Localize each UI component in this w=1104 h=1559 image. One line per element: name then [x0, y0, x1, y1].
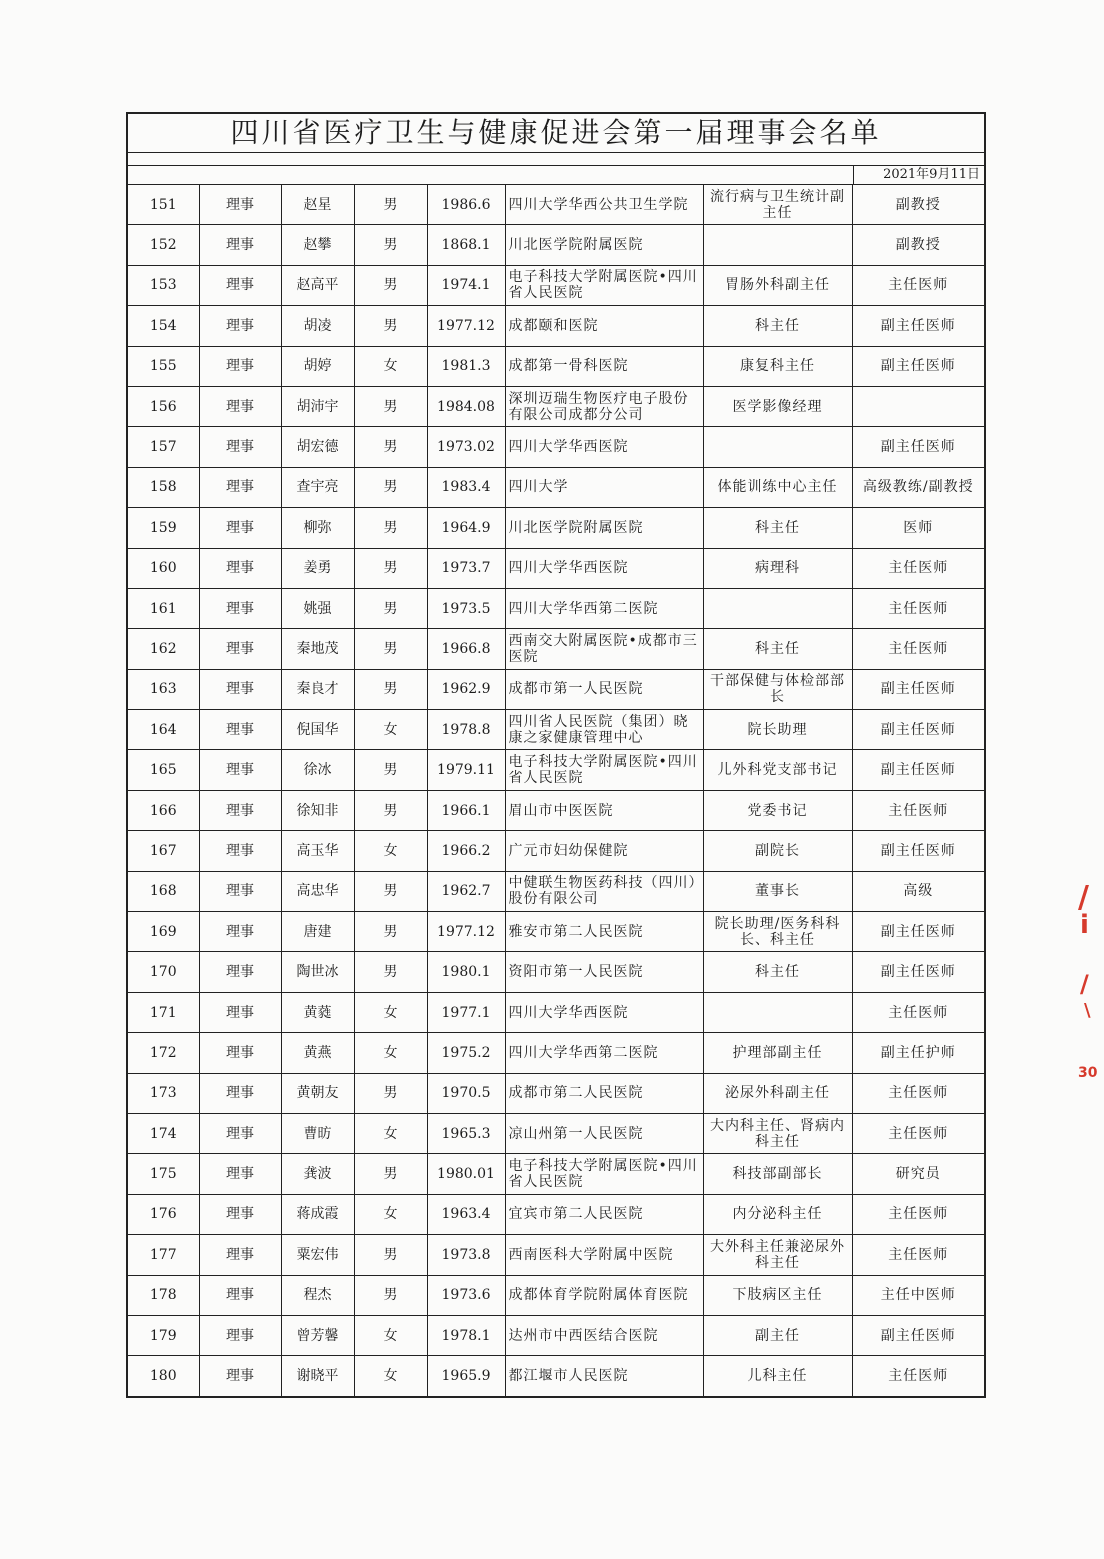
member-birth: 1986.6: [427, 185, 505, 225]
member-sex: 女: [354, 831, 427, 871]
member-name: 陶世冰: [281, 952, 354, 992]
member-department: [703, 588, 852, 628]
member-sex: 男: [354, 790, 427, 830]
member-department: 胃肠外科副主任: [703, 265, 852, 305]
red-seal-fragment: / i / \ 30: [1078, 880, 1098, 1081]
member-title: 副主任医师: [852, 346, 984, 386]
member-department: [703, 992, 852, 1032]
member-department: 儿科主任: [703, 1356, 852, 1396]
member-name: 程杰: [281, 1275, 354, 1315]
member-department: 内分泌科主任: [703, 1194, 852, 1234]
member-sex: 男: [354, 1275, 427, 1315]
table-row: [128, 831, 984, 871]
member-name: 秦良才: [281, 669, 354, 709]
member-birth: 1966.1: [427, 790, 505, 830]
member-name: 胡沛宇: [281, 386, 354, 426]
header-spacer-row: [128, 153, 984, 166]
member-role: 理事: [199, 1113, 281, 1153]
member-sex: 男: [354, 306, 427, 346]
member-number: 167: [128, 831, 199, 871]
member-name: 柳弥: [281, 508, 354, 548]
member-title: 医师: [852, 508, 984, 548]
member-unit: 电子科技大学附属医院•四川省人民医院: [505, 265, 703, 305]
member-department: 科主任: [703, 306, 852, 346]
member-role: 理事: [199, 1275, 281, 1315]
member-role: 理事: [199, 831, 281, 871]
table-row: [128, 265, 984, 305]
table-row: [128, 467, 984, 507]
member-number: 180: [128, 1356, 199, 1396]
member-sex: 男: [354, 467, 427, 507]
member-name: 姜勇: [281, 548, 354, 588]
member-role: 理事: [199, 1073, 281, 1113]
member-sex: 女: [354, 710, 427, 750]
member-unit: 中健联生物医药科技（四川）股份有限公司: [505, 871, 703, 911]
member-birth: 1868.1: [427, 225, 505, 265]
member-unit: 广元市妇幼保健院: [505, 831, 703, 871]
member-number: 156: [128, 386, 199, 426]
table-row: [128, 992, 984, 1032]
member-role: 理事: [199, 346, 281, 386]
member-department: 科技部副部长: [703, 1154, 852, 1194]
member-role: 理事: [199, 710, 281, 750]
member-department: 科主任: [703, 508, 852, 548]
member-unit: 达州市中西医结合医院: [505, 1315, 703, 1355]
member-sex: 女: [354, 1356, 427, 1396]
member-unit: 电子科技大学附属医院•四川省人民医院: [505, 1154, 703, 1194]
table-row: [128, 710, 984, 750]
member-unit: 四川大学华西第二医院: [505, 1033, 703, 1073]
table-row: [128, 1315, 984, 1355]
member-birth: 1973.5: [427, 588, 505, 628]
table-row: [128, 1356, 984, 1396]
member-unit: 成都体育学院附属体育医院: [505, 1275, 703, 1315]
member-title: 主任医师: [852, 1073, 984, 1113]
member-sex: 男: [354, 912, 427, 952]
table-row: [128, 1154, 984, 1194]
member-role: 理事: [199, 508, 281, 548]
member-name: 赵高平: [281, 265, 354, 305]
member-birth: 1962.7: [427, 871, 505, 911]
table-row: [128, 508, 984, 548]
member-department: 党委书记: [703, 790, 852, 830]
member-birth: 1984.08: [427, 386, 505, 426]
member-number: 153: [128, 265, 199, 305]
member-birth: 1977.12: [427, 306, 505, 346]
table-row: [128, 790, 984, 830]
member-birth: 1978.8: [427, 710, 505, 750]
member-sex: 男: [354, 871, 427, 911]
member-name: 龚波: [281, 1154, 354, 1194]
member-sex: 男: [354, 548, 427, 588]
member-name: 查宇亮: [281, 467, 354, 507]
member-title: 主任医师: [852, 1194, 984, 1234]
member-title: 高级: [852, 871, 984, 911]
member-title: 副主任医师: [852, 306, 984, 346]
member-department: 流行病与卫生统计副主任: [703, 185, 852, 225]
member-number: 160: [128, 548, 199, 588]
member-role: 理事: [199, 871, 281, 911]
member-role: 理事: [199, 225, 281, 265]
member-unit: 成都市第一人民医院: [505, 669, 703, 709]
document-date: 2021年9月11日: [853, 166, 984, 184]
table-row: [128, 588, 984, 628]
member-department: 副主任: [703, 1315, 852, 1355]
member-department: 院长助理/医务科科长、科主任: [703, 912, 852, 952]
table-row: [128, 185, 984, 225]
member-number: 157: [128, 427, 199, 467]
member-number: 166: [128, 790, 199, 830]
member-title: 主任医师: [852, 265, 984, 305]
member-number: 152: [128, 225, 199, 265]
member-sex: 女: [354, 992, 427, 1032]
table-row: [128, 1073, 984, 1113]
table-row: [128, 629, 984, 669]
member-number: 179: [128, 1315, 199, 1355]
member-birth: 1965.3: [427, 1113, 505, 1153]
table-row: [128, 225, 984, 265]
member-sex: 女: [354, 1113, 427, 1153]
member-unit: 电子科技大学附属医院•四川省人民医院: [505, 750, 703, 790]
member-birth: 1980.1: [427, 952, 505, 992]
member-unit: 成都市第二人民医院: [505, 1073, 703, 1113]
member-title: 副主任医师: [852, 750, 984, 790]
member-birth: 1966.8: [427, 629, 505, 669]
member-department: 护理部副主任: [703, 1033, 852, 1073]
member-birth: 1963.4: [427, 1194, 505, 1234]
member-role: 理事: [199, 1235, 281, 1275]
member-role: 理事: [199, 750, 281, 790]
table-row: [128, 1275, 984, 1315]
member-name: 赵星: [281, 185, 354, 225]
member-number: 173: [128, 1073, 199, 1113]
member-department: [703, 427, 852, 467]
roster-sheet: [126, 112, 986, 1398]
member-name: 胡凌: [281, 306, 354, 346]
member-title: 副主任医师: [852, 710, 984, 750]
member-name: 唐建: [281, 912, 354, 952]
member-department: 副院长: [703, 831, 852, 871]
member-department: 病理科: [703, 548, 852, 588]
member-title: 副主任医师: [852, 1315, 984, 1355]
member-role: 理事: [199, 1194, 281, 1234]
member-role: 理事: [199, 992, 281, 1032]
date-row: [128, 166, 984, 184]
table-row: [128, 1235, 984, 1275]
member-birth: 1975.2: [427, 1033, 505, 1073]
member-birth: 1974.1: [427, 265, 505, 305]
table-row: [128, 386, 984, 426]
member-sex: 男: [354, 952, 427, 992]
member-table: [128, 184, 984, 1396]
member-title: 研究员: [852, 1154, 984, 1194]
member-number: 169: [128, 912, 199, 952]
member-department: 干部保健与体检部部长: [703, 669, 852, 709]
member-number: 172: [128, 1033, 199, 1073]
member-sex: 男: [354, 386, 427, 426]
member-name: 胡宏德: [281, 427, 354, 467]
member-unit: 四川大学华西医院: [505, 992, 703, 1032]
member-number: 159: [128, 508, 199, 548]
member-title: 主任医师: [852, 629, 984, 669]
member-number: 155: [128, 346, 199, 386]
member-number: 174: [128, 1113, 199, 1153]
member-role: 理事: [199, 912, 281, 952]
member-unit: 资阳市第一人民医院: [505, 952, 703, 992]
member-department: [703, 225, 852, 265]
member-department: 下肢病区主任: [703, 1275, 852, 1315]
member-unit: 四川大学华西医院: [505, 427, 703, 467]
member-name: 谢晓平: [281, 1356, 354, 1396]
member-number: 177: [128, 1235, 199, 1275]
member-department: 康复科主任: [703, 346, 852, 386]
member-name: 曹昉: [281, 1113, 354, 1153]
member-name: 赵攀: [281, 225, 354, 265]
member-title: 副主任医师: [852, 427, 984, 467]
member-birth: 1966.2: [427, 831, 505, 871]
member-unit: 都江堰市人民医院: [505, 1356, 703, 1396]
member-sex: 男: [354, 1235, 427, 1275]
member-sex: 男: [354, 185, 427, 225]
table-row: [128, 952, 984, 992]
member-name: 高玉华: [281, 831, 354, 871]
member-role: 理事: [199, 427, 281, 467]
member-sex: 男: [354, 1154, 427, 1194]
member-number: 165: [128, 750, 199, 790]
member-role: 理事: [199, 185, 281, 225]
member-unit: 眉山市中医医院: [505, 790, 703, 830]
member-number: 164: [128, 710, 199, 750]
member-sex: 女: [354, 1315, 427, 1355]
member-unit: 成都第一骨科医院: [505, 346, 703, 386]
member-sex: 女: [354, 346, 427, 386]
member-department: 科主任: [703, 629, 852, 669]
table-row: [128, 669, 984, 709]
member-unit: 宜宾市第二人民医院: [505, 1194, 703, 1234]
table-row: [128, 306, 984, 346]
member-role: 理事: [199, 1356, 281, 1396]
member-number: 176: [128, 1194, 199, 1234]
member-department: 儿外科党支部书记: [703, 750, 852, 790]
member-title: 副主任医师: [852, 952, 984, 992]
member-number: 178: [128, 1275, 199, 1315]
member-unit: 川北医学院附属医院: [505, 225, 703, 265]
member-role: 理事: [199, 1033, 281, 1073]
member-title: 副主任医师: [852, 912, 984, 952]
member-department: 董事长: [703, 871, 852, 911]
member-sex: 男: [354, 669, 427, 709]
member-title: 副主任医师: [852, 669, 984, 709]
member-birth: 1973.02: [427, 427, 505, 467]
member-role: 理事: [199, 306, 281, 346]
member-role: 理事: [199, 1315, 281, 1355]
member-department: 科主任: [703, 952, 852, 992]
member-number: 158: [128, 467, 199, 507]
member-number: 175: [128, 1154, 199, 1194]
member-sex: 男: [354, 1073, 427, 1113]
member-birth: 1962.9: [427, 669, 505, 709]
table-row: [128, 750, 984, 790]
table-row: [128, 1194, 984, 1234]
member-birth: 1979.11: [427, 750, 505, 790]
member-role: 理事: [199, 548, 281, 588]
member-birth: 1978.1: [427, 1315, 505, 1355]
member-number: 171: [128, 992, 199, 1032]
member-unit: 四川大学华西第二医院: [505, 588, 703, 628]
table-row: [128, 346, 984, 386]
member-birth: 1977.1: [427, 992, 505, 1032]
member-department: 泌尿外科副主任: [703, 1073, 852, 1113]
table-row: [128, 427, 984, 467]
member-sex: 男: [354, 265, 427, 305]
member-role: 理事: [199, 952, 281, 992]
member-unit: 川北医学院附属医院: [505, 508, 703, 548]
member-sex: 男: [354, 629, 427, 669]
member-role: 理事: [199, 265, 281, 305]
member-birth: 1980.01: [427, 1154, 505, 1194]
member-unit: 四川大学: [505, 467, 703, 507]
member-title: 副主任医师: [852, 831, 984, 871]
member-title: 主任医师: [852, 1235, 984, 1275]
member-unit: 四川省人民医院（集团）晓康之家健康管理中心: [505, 710, 703, 750]
member-unit: 雅安市第二人民医院: [505, 912, 703, 952]
member-name: 粟宏伟: [281, 1235, 354, 1275]
member-birth: 1983.4: [427, 467, 505, 507]
member-birth: 1973.6: [427, 1275, 505, 1315]
member-number: 162: [128, 629, 199, 669]
member-unit: 四川大学华西医院: [505, 548, 703, 588]
member-title: 副教授: [852, 185, 984, 225]
member-title: 主任医师: [852, 790, 984, 830]
member-name: 秦地茂: [281, 629, 354, 669]
table-row: [128, 548, 984, 588]
member-sex: 男: [354, 588, 427, 628]
member-number: 161: [128, 588, 199, 628]
member-title: 副教授: [852, 225, 984, 265]
member-role: 理事: [199, 790, 281, 830]
member-title: 主任医师: [852, 588, 984, 628]
member-sex: 男: [354, 427, 427, 467]
member-number: 168: [128, 871, 199, 911]
member-name: 黄蕤: [281, 992, 354, 1032]
member-birth: 1981.3: [427, 346, 505, 386]
member-sex: 女: [354, 1194, 427, 1234]
member-birth: 1965.9: [427, 1356, 505, 1396]
member-name: 曾芳馨: [281, 1315, 354, 1355]
table-row: [128, 912, 984, 952]
member-unit: 凉山州第一人民医院: [505, 1113, 703, 1153]
member-name: 黄燕: [281, 1033, 354, 1073]
member-role: 理事: [199, 1154, 281, 1194]
table-row: [128, 1033, 984, 1073]
member-department: 院长助理: [703, 710, 852, 750]
member-name: 姚强: [281, 588, 354, 628]
member-department: 医学影像经理: [703, 386, 852, 426]
member-birth: 1964.9: [427, 508, 505, 548]
member-department: 体能训练中心主任: [703, 467, 852, 507]
member-role: 理事: [199, 467, 281, 507]
member-sex: 男: [354, 225, 427, 265]
member-unit: 四川大学华西公共卫生学院: [505, 185, 703, 225]
member-name: 倪国华: [281, 710, 354, 750]
member-sex: 男: [354, 750, 427, 790]
member-unit: 成都颐和医院: [505, 306, 703, 346]
member-number: 154: [128, 306, 199, 346]
member-title: 主任医师: [852, 992, 984, 1032]
table-row: [128, 1113, 984, 1153]
member-number: 151: [128, 185, 199, 225]
table-row: [128, 871, 984, 911]
member-birth: 1970.5: [427, 1073, 505, 1113]
member-name: 徐知非: [281, 790, 354, 830]
member-role: 理事: [199, 588, 281, 628]
member-unit: 西南医科大学附属中医院: [505, 1235, 703, 1275]
member-title: [852, 386, 984, 426]
member-name: 蒋成霞: [281, 1194, 354, 1234]
member-name: 高忠华: [281, 871, 354, 911]
member-role: 理事: [199, 629, 281, 669]
member-unit: 深圳迈瑞生物医疗电子股份有限公司成都分公司: [505, 386, 703, 426]
member-title: 高级教练/副教授: [852, 467, 984, 507]
member-name: 黄朝友: [281, 1073, 354, 1113]
member-birth: 1977.12: [427, 912, 505, 952]
member-sex: 女: [354, 1033, 427, 1073]
member-role: 理事: [199, 669, 281, 709]
member-title: 主任医师: [852, 1356, 984, 1396]
member-number: 170: [128, 952, 199, 992]
member-table-body: [128, 185, 984, 1396]
member-birth: 1973.8: [427, 1235, 505, 1275]
member-department: 大内科主任、肾病内科主任: [703, 1113, 852, 1153]
member-title: 主任医师: [852, 548, 984, 588]
member-role: 理事: [199, 386, 281, 426]
member-sex: 男: [354, 508, 427, 548]
member-title: 主任中医师: [852, 1275, 984, 1315]
member-title: 副主任护师: [852, 1033, 984, 1073]
member-number: 163: [128, 669, 199, 709]
member-birth: 1973.7: [427, 548, 505, 588]
document-title: 四川省医疗卫生与健康促进会第一届理事会名单: [128, 114, 984, 153]
member-name: 徐冰: [281, 750, 354, 790]
member-unit: 西南交大附属医院•成都市三医院: [505, 629, 703, 669]
member-department: 大外科主任兼泌尿外科主任: [703, 1235, 852, 1275]
member-name: 胡婷: [281, 346, 354, 386]
member-title: 主任医师: [852, 1113, 984, 1153]
